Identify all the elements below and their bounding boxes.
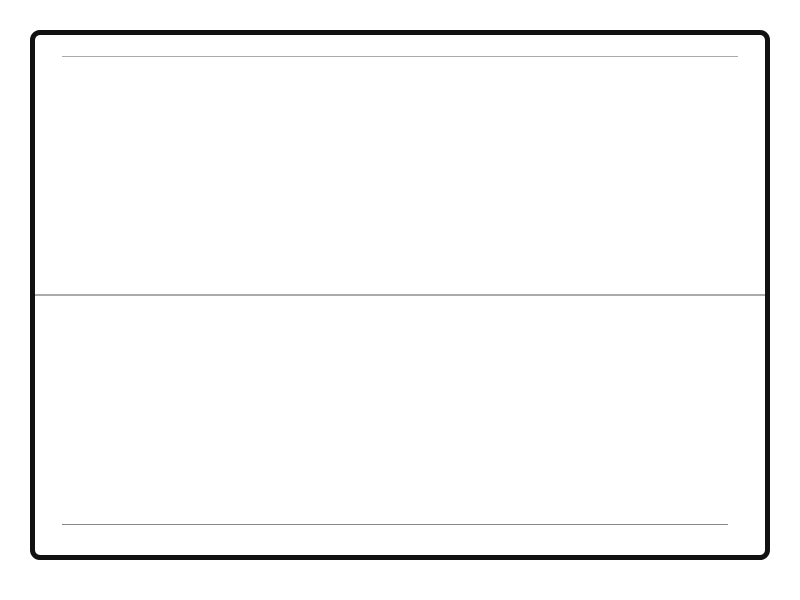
spiral-wire (35, 294, 765, 296)
top-rule (62, 56, 738, 57)
spiral-binding (35, 274, 765, 314)
week-rule (62, 524, 728, 525)
